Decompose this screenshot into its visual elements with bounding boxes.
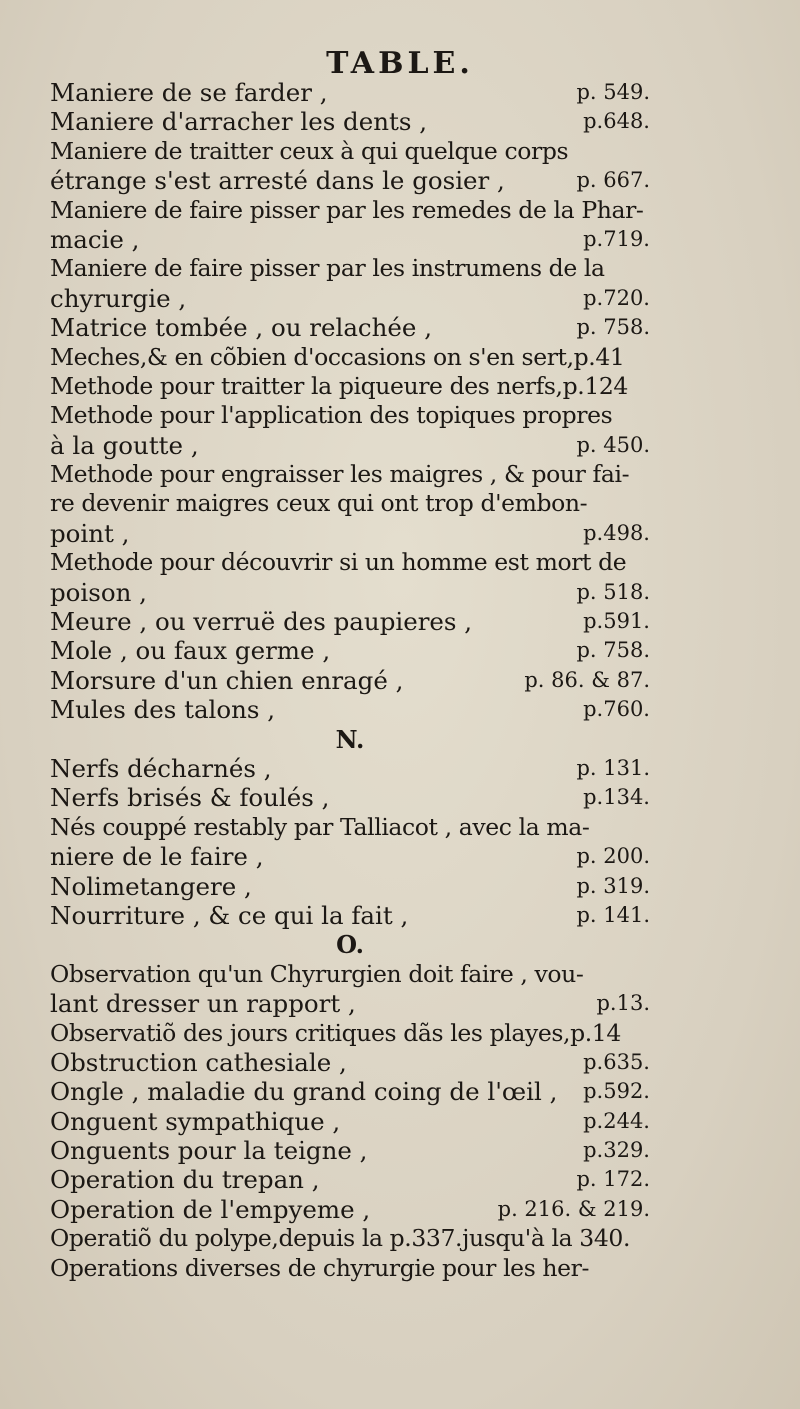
index-entry-line xyxy=(50,489,650,518)
page-reference: p.498. xyxy=(583,520,650,545)
index-entry-line xyxy=(50,960,650,989)
page-reference: p. 141. xyxy=(576,902,650,927)
entry-text: Nés couppé restably par Talliacot , avec la ma- xyxy=(50,812,590,841)
index-entry-line xyxy=(50,1048,650,1077)
entry-text: Operations diverses de chyrurgie pour les her- xyxy=(50,1253,590,1282)
page-reference: p. 518. xyxy=(576,579,650,604)
page-reference: p. 200. xyxy=(576,844,650,869)
entry-text: point , xyxy=(50,518,130,548)
entry-text: chyrurgie , xyxy=(50,283,187,313)
index-entry-line xyxy=(50,1195,650,1224)
index-entry-line xyxy=(50,1136,650,1165)
page-reference: p. 667. xyxy=(576,168,650,193)
index-entry-line xyxy=(50,901,650,930)
index-entry-line xyxy=(50,607,650,636)
entry-text: Ongle , maladie du grand coing de l'œil , xyxy=(50,1077,558,1107)
page-reference: p. 450. xyxy=(576,432,650,457)
entry-text: Nourriture , & ce qui la fait , xyxy=(50,900,409,930)
entry-text: Nerfs décharnés , xyxy=(50,753,272,783)
index-entry-line xyxy=(50,989,650,1018)
page-reference: p.719. xyxy=(583,226,650,251)
index-entry-line xyxy=(50,1107,650,1136)
page-reference: p. 758. xyxy=(576,638,650,663)
index-entry-line xyxy=(50,754,650,783)
entry-text: Obstruction cathesiale , xyxy=(50,1047,347,1077)
index-entry-line xyxy=(50,78,650,107)
index-entry-line xyxy=(50,254,650,283)
index-entry-line xyxy=(50,137,650,166)
page-reference: p.592. xyxy=(583,1079,650,1104)
page-reference: p. 86. & 87. xyxy=(524,667,650,692)
entry-text: re devenir maigres ceux qui ont trop d'embon- xyxy=(50,489,588,518)
entry-text: Maniere d'arracher les dents , xyxy=(50,107,428,137)
section-letter-heading xyxy=(50,725,650,754)
entry-text: à la goutte , xyxy=(50,430,199,460)
index-entry-line xyxy=(50,372,650,401)
entry-text: niere de le faire , xyxy=(50,842,264,872)
index-entry-line xyxy=(50,1224,650,1253)
entry-text: Observatiõ des jours critiques dãs les playes,p.14 xyxy=(50,1018,621,1047)
running-header: TABLE. xyxy=(326,46,474,81)
entry-text: Maniere de se farder , xyxy=(50,78,328,107)
index-entry-line xyxy=(50,1254,650,1283)
entry-text: Methode pour l'application des topiques propres xyxy=(50,401,613,430)
index-entry-line xyxy=(50,813,650,842)
entry-text: Operation du trepan , xyxy=(50,1165,320,1195)
index-entry-line xyxy=(50,284,650,313)
entry-text: Mole , ou faux germe , xyxy=(50,636,331,666)
page-reference: p.591. xyxy=(583,609,650,634)
entry-text: Maniere de faire pisser par les instrumens de la xyxy=(50,254,605,283)
entry-text: Maniere de traitter ceux à qui quelque corps xyxy=(50,136,569,165)
page-reference: p. 549. xyxy=(576,80,650,104)
index-entry-line xyxy=(50,872,650,901)
index-entry-line xyxy=(50,460,650,489)
section-letter-heading xyxy=(50,930,650,959)
index-entry-line xyxy=(50,636,650,665)
index-entry-line xyxy=(50,578,650,607)
index-entry-line xyxy=(50,783,650,812)
page-reference: p. 758. xyxy=(576,315,650,340)
entry-text: Meches,& en cõbien d'occasions on s'en sert,p.41 xyxy=(50,342,625,371)
entry-text: Methode pour engraisser les maigres , & pour fai- xyxy=(50,460,630,489)
index-entry-line xyxy=(50,196,650,225)
entry-text: Methode pour découvrir si un homme est mort de xyxy=(50,548,627,577)
entry-text: Meure , ou verruë des paupieres , xyxy=(50,607,473,637)
page-reference: p. 172. xyxy=(576,1167,650,1192)
page-reference: p.329. xyxy=(583,1138,650,1163)
page-reference: p. 131. xyxy=(576,755,650,780)
page-reference: p.134. xyxy=(583,785,650,810)
entry-text: Onguents pour la teigne , xyxy=(50,1136,368,1166)
index-entry-line xyxy=(50,225,650,254)
entry-text: Mules des talons , xyxy=(50,695,276,725)
page-reference: p.635. xyxy=(583,1049,650,1074)
page-reference: p.720. xyxy=(583,285,650,310)
index-entry-line xyxy=(50,166,650,195)
index-entry-line xyxy=(50,313,650,342)
entry-text: Nolimetangere , xyxy=(50,871,252,901)
index-entry-line xyxy=(50,695,650,724)
entry-text: lant dresser un rapport , xyxy=(50,989,356,1019)
page-reference: p.648. xyxy=(583,109,650,134)
entry-text: étrange s'est arresté dans le gosier , xyxy=(50,166,505,196)
page-reference: p.760. xyxy=(583,697,650,722)
page-reference: p.244. xyxy=(583,1108,650,1133)
entry-text: Operatiõ du polype,depuis la p.337.jusqu'à la 340. xyxy=(50,1224,631,1253)
index-entry-line xyxy=(50,431,650,460)
index-entries xyxy=(50,78,650,1283)
entry-text: Onguent sympathique , xyxy=(50,1106,341,1136)
index-entry-line xyxy=(50,107,650,136)
page-reference: p. 319. xyxy=(576,873,650,898)
index-entry-line xyxy=(50,548,650,577)
entry-text: Operation de l'empyeme , xyxy=(50,1194,371,1224)
entry-text: poison , xyxy=(50,577,147,607)
index-entry-line xyxy=(50,1019,650,1048)
entry-text: Observation qu'un Chyrurgien doit faire , vou- xyxy=(50,959,584,988)
index-entry-line xyxy=(50,519,650,548)
entry-text: Nerfs brisés & foulés , xyxy=(50,783,330,813)
index-entry-line xyxy=(50,1165,650,1194)
page-reference: p. 216. & 219. xyxy=(497,1196,650,1221)
index-entry-line xyxy=(50,666,650,695)
index-entry-line xyxy=(50,343,650,372)
entry-text: Matrice tombée , ou relachée , xyxy=(50,313,433,343)
entry-text: macie , xyxy=(50,224,140,254)
entry-text: Morsure d'un chien enragé , xyxy=(50,665,404,695)
section-letter: O. xyxy=(336,930,364,960)
index-entry-line xyxy=(50,401,650,430)
index-entry-line xyxy=(50,842,650,871)
entry-text: Methode pour traitter la piqueure des nerfs,p.124 xyxy=(50,371,628,400)
page-reference: p.13. xyxy=(596,991,650,1016)
index-entry-line xyxy=(50,1077,650,1106)
section-letter: N. xyxy=(335,724,365,754)
entry-text: Maniere de faire pisser par les remedes de la Phar- xyxy=(50,195,644,224)
